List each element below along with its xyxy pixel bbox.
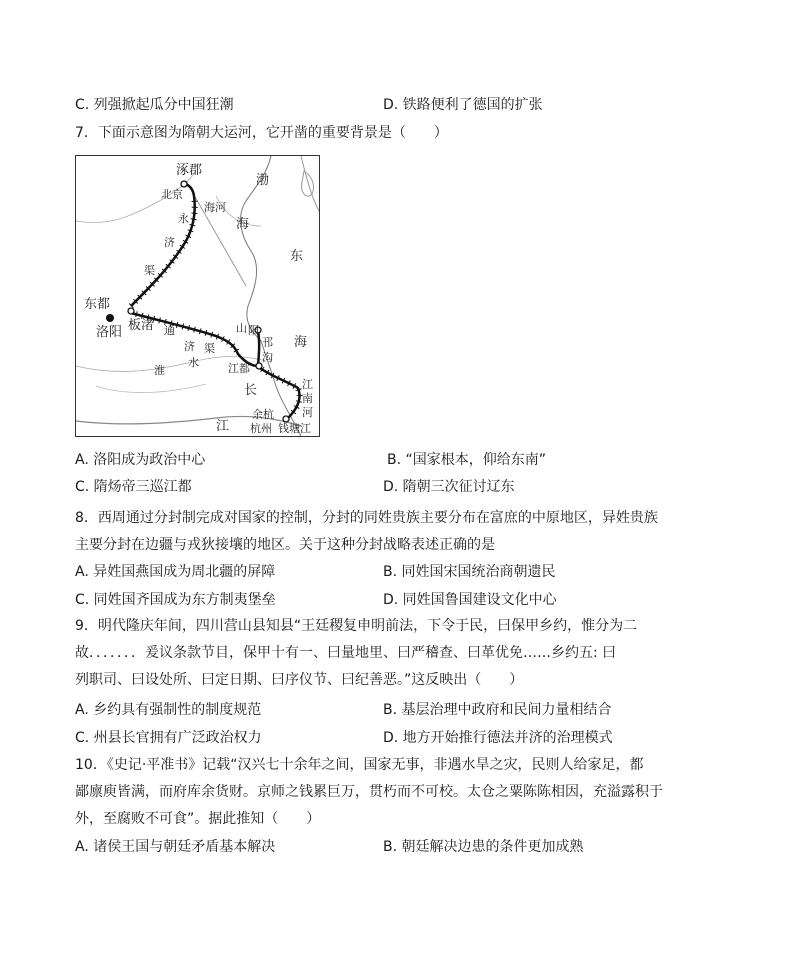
label-yuhang: 余杭 xyxy=(252,408,274,421)
yongji-canal xyxy=(131,184,195,306)
q7-stem: 7．下面示意图为隋朝大运河，它开凿的重要背景是（ ） xyxy=(75,125,448,141)
grand-canal-map-svg xyxy=(76,156,319,436)
q8-option-b: B. 同姓国宋国统治商朝遗民 xyxy=(383,564,556,580)
label-jiangdu: 江都 xyxy=(228,362,250,375)
luoyang-marker xyxy=(106,314,114,322)
q8-stem-line2: 主要分封在边疆与戎狄接壤的地区。关于这种分封战略表述正确的是 xyxy=(75,537,495,553)
label-shui: 水 xyxy=(188,356,199,369)
label-dong: 东 xyxy=(290,249,304,264)
label-hai2: 海 xyxy=(294,335,308,350)
q7-option-d: D. 隋朝三次征讨辽东 xyxy=(383,479,515,495)
label-tong: 通 xyxy=(164,324,175,337)
q9-stem-line3: 列职司、曰设处所、曰定日期、曰序仪节、曰纪善恶。”这反映出（ ） xyxy=(75,672,524,688)
q7-option-c: C. 隋炀帝三巡江都 xyxy=(75,479,192,495)
q8-option-d: D. 同姓国鲁国建设文化中心 xyxy=(383,592,557,608)
label-chang: 长 xyxy=(244,383,258,398)
label-luoyang: 洛阳 xyxy=(96,325,123,340)
grand-canal-map xyxy=(75,155,320,437)
label-qu: 渠 xyxy=(144,264,155,277)
q8-stem-line1: 8．西周通过分封制完成对国家的控制，分封的同姓贵族主要分布在富庶的中原地区，异姓贵族 xyxy=(75,510,658,526)
q10-stem-line3: 外，至腐败不可食”。据此推知（ ） xyxy=(75,811,321,827)
label-han: 邗 xyxy=(262,336,273,349)
label-dongdu: 东都 xyxy=(84,297,111,312)
q10-stem-line1: 10．《史记·平准书》记载“汉兴七十余年之间，国家无事，非遇水旱之灾，民则人给家足，都 xyxy=(75,757,644,773)
banzhu-marker xyxy=(128,308,134,314)
label-beijing: 北京 xyxy=(161,188,183,201)
label-qu2: 渠 xyxy=(204,342,215,355)
label-ji2: 济 xyxy=(184,340,195,353)
label-yang: 阳 xyxy=(248,324,259,337)
label-banzhu: 板渚 xyxy=(128,318,155,333)
zhuojun-marker xyxy=(181,181,187,187)
label-yong: 永 xyxy=(178,212,189,225)
label-haihe: 海河 xyxy=(204,201,226,214)
q7-option-b: B. “国家根本，仰给东南” xyxy=(387,452,547,468)
q7-option-a: A. 洛阳成为政治中心 xyxy=(75,452,206,468)
q6-option-c: C. 列强掀起瓜分中国狂潮 xyxy=(75,97,234,113)
q9-stem-line1: 9．明代隆庆年间，四川营山县知县“王廷稷复申明前法，下令于民，曰保甲乡约，惟分为二 xyxy=(75,618,638,634)
label-nan: 南 xyxy=(302,392,313,405)
northern-coast xyxy=(301,156,319,211)
q10-option-a: A. 诸侯王国与朝廷矛盾基本解决 xyxy=(75,839,276,855)
q10-stem-line2: 鄙廪庾皆满，而府库余货财。京师之钱累巨万，贯朽而不可校。太仓之粟陈陈相因，充溢露积于 xyxy=(75,784,663,800)
q9-option-c: C. 州县长官拥有广泛政治权力 xyxy=(75,730,262,746)
q8-option-c: C. 同姓国齐国成为东方制夷堡垒 xyxy=(75,592,276,608)
q9-stem-line2: 故．．．．．．．爰议条款节目，保甲十有一、曰量地里、曰严稽查、曰革优免……乡约五: 曰 xyxy=(75,645,617,661)
q9-option-b: B. 基层治理中政府和民间力量相结合 xyxy=(383,702,612,718)
label-ji: 济 xyxy=(164,236,175,249)
label-jiang1: 江 xyxy=(302,378,313,391)
label-gou: 沟 xyxy=(262,351,273,364)
peninsula-outline xyxy=(302,171,314,196)
q9-option-a: A. 乡约具有强制性的制度规范 xyxy=(75,702,262,718)
label-shan: 山 xyxy=(236,322,247,335)
label-zhuojun: 涿郡 xyxy=(176,163,203,178)
q6-option-d: D. 铁路便利了德国的扩张 xyxy=(383,97,543,113)
q10-option-b: B. 朝廷解决边患的条件更加成熟 xyxy=(383,839,584,855)
river-line-2 xyxy=(96,384,206,393)
label-hangzhou: 杭州 xyxy=(250,422,272,435)
label-jiang2: 江 xyxy=(216,419,230,434)
q9-option-d: D. 地方开始推行德法并济的治理模式 xyxy=(383,730,613,746)
label-qiantangjiang: 钱塘江 xyxy=(278,422,311,435)
label-bo: 渤 xyxy=(256,173,270,188)
label-hai1: 海 xyxy=(236,217,250,232)
label-he: 河 xyxy=(302,406,313,419)
label-huai: 淮 xyxy=(154,364,165,377)
q8-option-a: A. 异姓国燕国成为周北疆的屏障 xyxy=(75,564,276,580)
